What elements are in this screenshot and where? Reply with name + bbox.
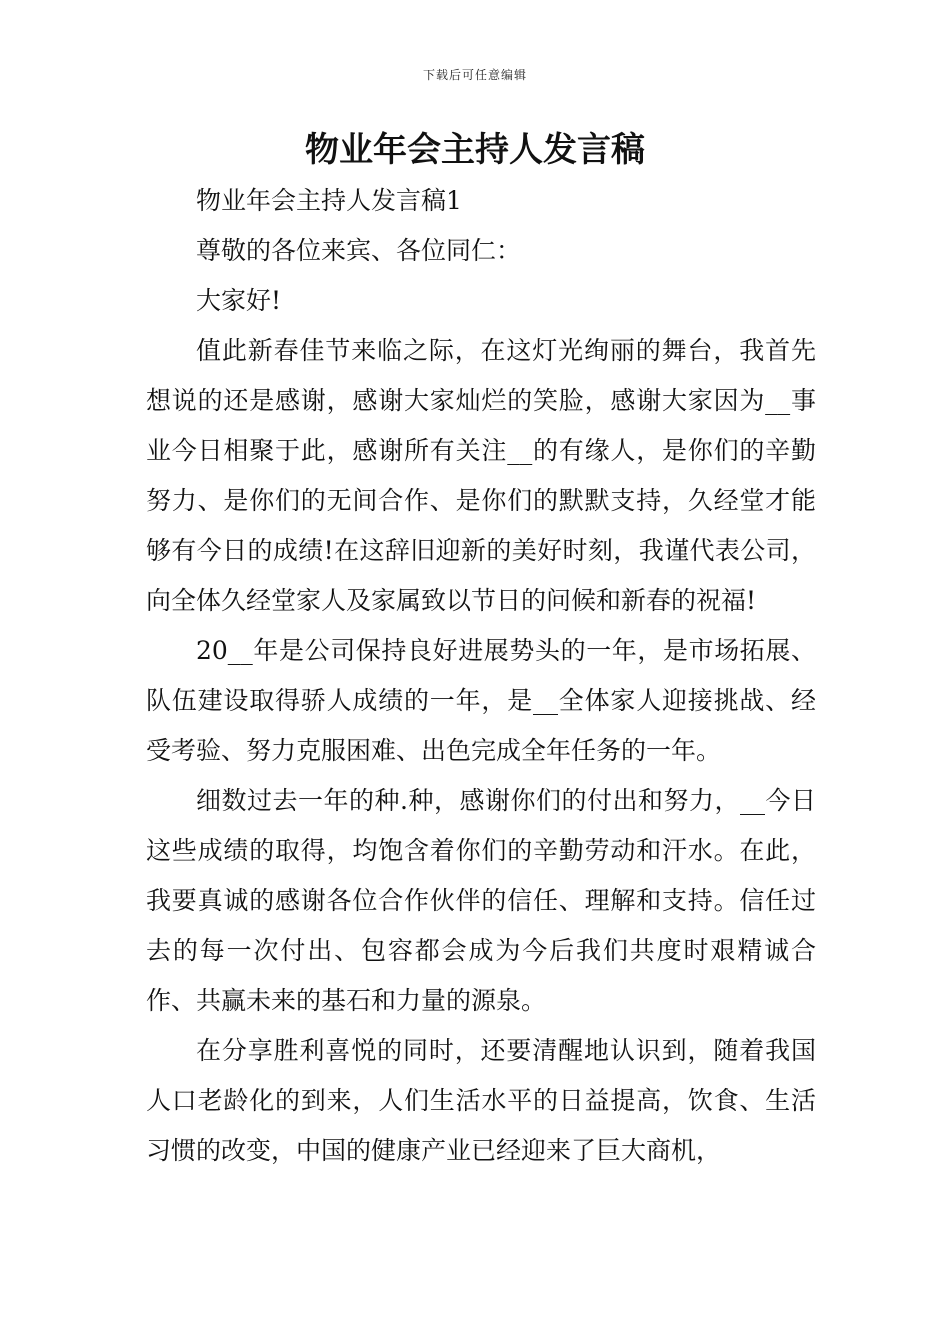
document-title: 物业年会主持人发言稿 — [305, 130, 645, 170]
paragraph-body: 值此新春佳节来临之际，在这灯光绚丽的舞台，我首先想说的还是感谢，感谢大家灿烂的笑脸，感谢大家因为__事业今日相聚于此，感谢所有关注__的有缘人，是你们的辛勤努力、是你们的无间合作、是你们的默默支持，久经堂才能够有今日的成绩!在这辞旧迎新的美好时刻，我谨代表公司，向全体久经堂家人及家属致以节日的问候和新春的祝福! — [146, 336, 816, 615]
paragraph-body: 20__年是公司保持良好进展势头的一年，是市场拓展、队伍建设取得骄人成绩的一年，是__全体家人迎接挑战、经受考验、努力克服困难、出色完成全年任务的一年。 — [146, 636, 816, 765]
page-header-note: 下载后可任意编辑 — [422, 68, 527, 82]
paragraph-subtitle: 物业年会主持人发言稿1 — [196, 186, 462, 215]
paragraph-salutation: 尊敬的各位来宾、各位同仁： — [196, 236, 522, 265]
paragraph-body: 细数过去一年的种.种，感谢你们的付出和努力，__今日这些成绩的取得，均饱含着你们的辛勤劳动和汗水。在此，我要真诚的感谢各位合作伙伴的信任、理解和支持。信任过去的每一次付出、包容都会成为今后我们共度时艰精诚合作、共赢未来的基石和力量的源泉。 — [146, 786, 816, 1015]
paragraph-greeting: 大家好! — [196, 286, 282, 315]
paragraph-body: 在分享胜利喜悦的同时，还要清醒地认识到，随着我国人口老龄化的到来，人们生活水平的日益提高，饮食、生活习惯的改变，中国的健康产业已经迎来了巨大商机， — [146, 1036, 816, 1165]
document-body — [146, 176, 816, 1176]
